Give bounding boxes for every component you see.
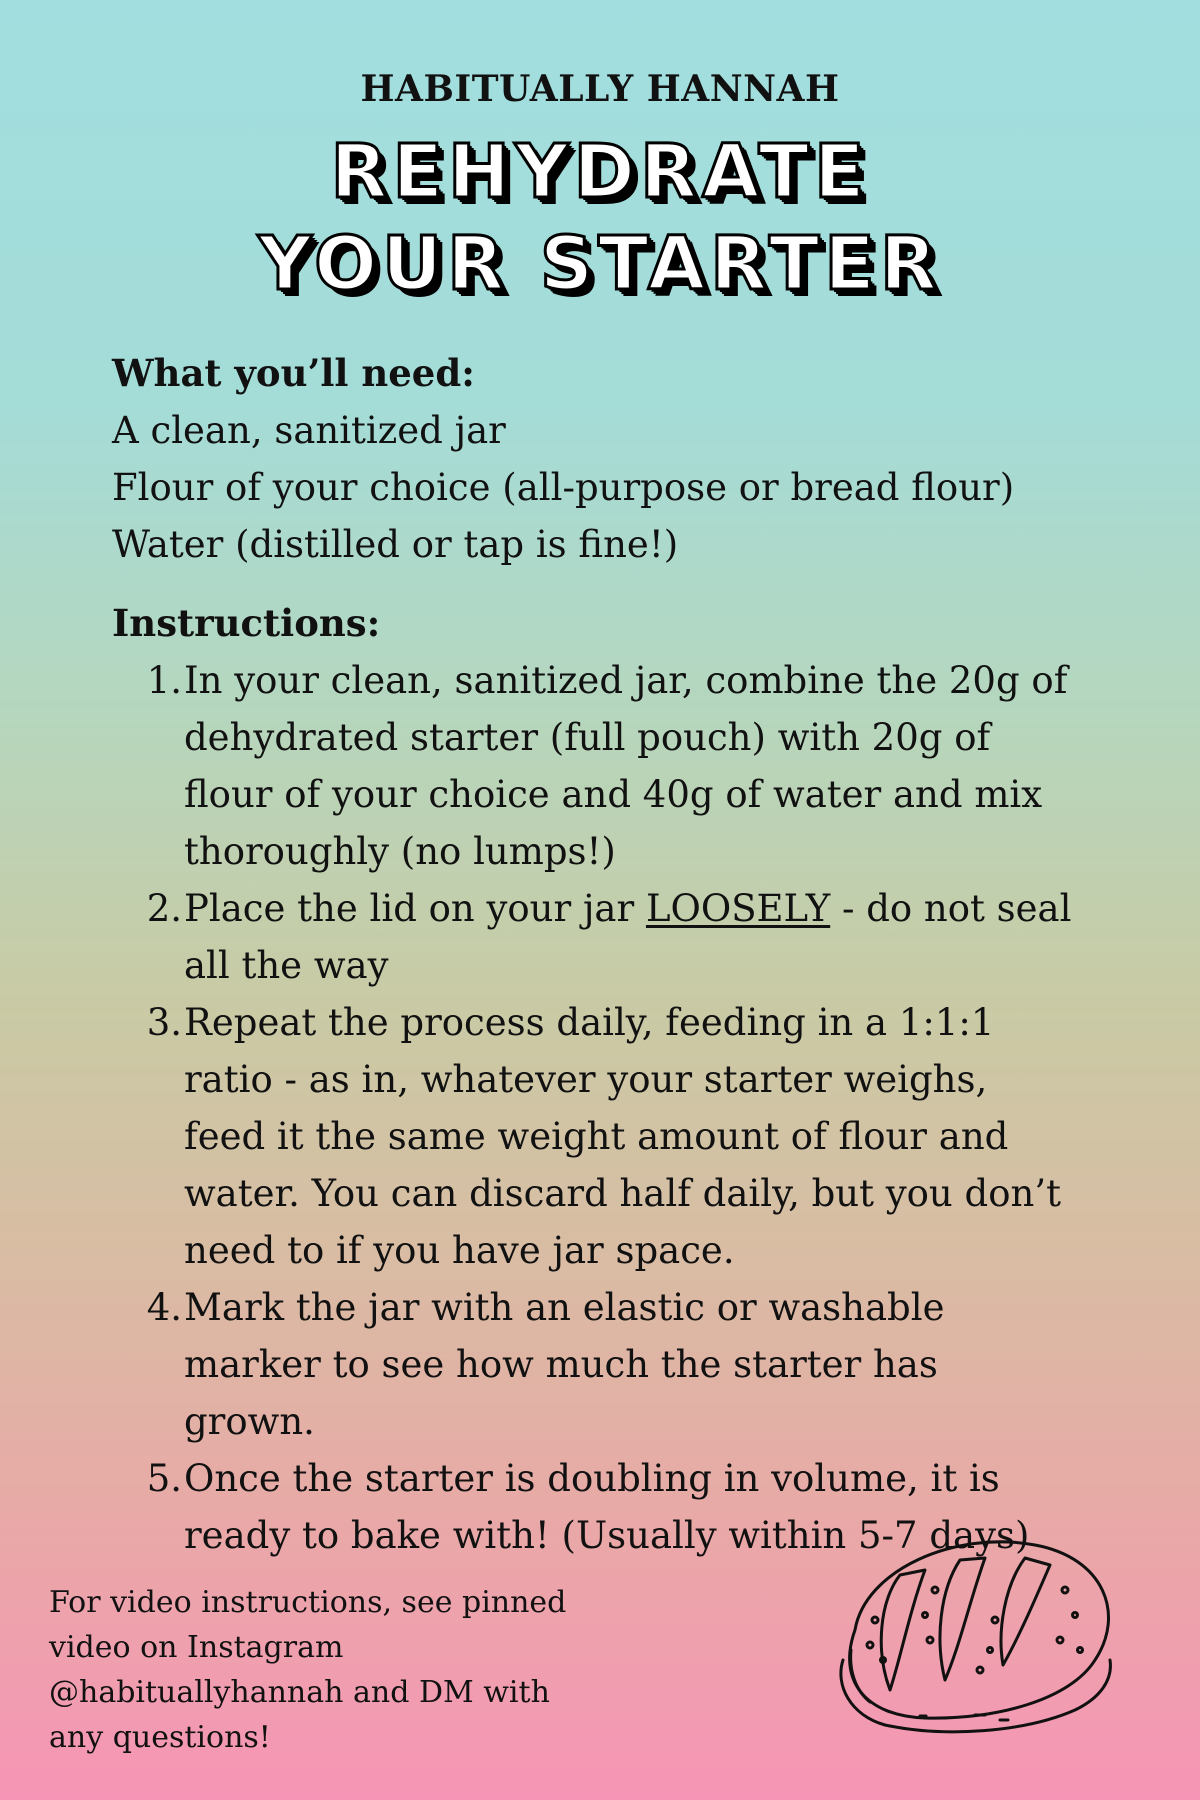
instruction-step <box>112 1279 1072 1450</box>
instruction-step <box>112 652 1072 880</box>
step-text-pre: Place the lid on your jar <box>184 887 646 930</box>
instruction-step <box>112 994 1072 1279</box>
instructions-heading: Instructions: <box>112 601 381 645</box>
instruction-step <box>112 880 1072 994</box>
step-number: 2. <box>146 887 182 930</box>
needs-item: A clean, sanitized jar <box>112 409 506 452</box>
step-text <box>184 880 1072 994</box>
instructions-list <box>112 652 1072 1564</box>
step-text: Repeat the process daily, feeding in a 1:1:1 ratio - as in, whatever your starter weighs, feed it the same weight amount of flour and water. You can discard half daily, but you don’t need to if you have jar space. <box>184 1001 1061 1272</box>
step-text: Once the starter is doubling in volume, it is ready to bake with! (Usually within 5-7 days) <box>184 1457 1030 1557</box>
needs-heading: What you’ll need: <box>112 351 475 395</box>
title-line-2: YOUR STARTER <box>258 221 942 307</box>
step-number: 5. <box>146 1457 182 1500</box>
step-text-post: - do not seal all the way <box>184 887 1072 987</box>
main-content <box>112 345 1072 1564</box>
step-number: 4. <box>146 1286 182 1329</box>
brand-name: HABITUALLY HANNAH <box>360 68 840 110</box>
needs-item: Flour of your choice (all-purpose or bread flour) <box>112 466 1015 509</box>
page-title <box>0 126 1200 310</box>
step-text: In your clean, sanitized jar, combine the 20g of dehydrated starter (full pouch) with 20g of flour of your choice and 40g of water and mix thoroughly (no lumps!) <box>184 659 1068 873</box>
step-emphasis: LOOSELY <box>645 887 831 930</box>
step-number: 1. <box>146 659 182 702</box>
bread-loaf-icon <box>825 1520 1125 1740</box>
title-line-1: REHYDRATE <box>330 129 870 215</box>
needs-item: Water (distilled or tap is fine!) <box>112 523 679 566</box>
step-text: Mark the jar with an elastic or washable marker to see how much the starter has grown. <box>184 1286 945 1443</box>
footer-note: For video instructions, see pinned video on Instagram @habituallyhannah and DM with any questions! <box>49 1585 567 1755</box>
needs-list <box>112 402 1072 573</box>
step-number: 3. <box>146 1001 182 1044</box>
